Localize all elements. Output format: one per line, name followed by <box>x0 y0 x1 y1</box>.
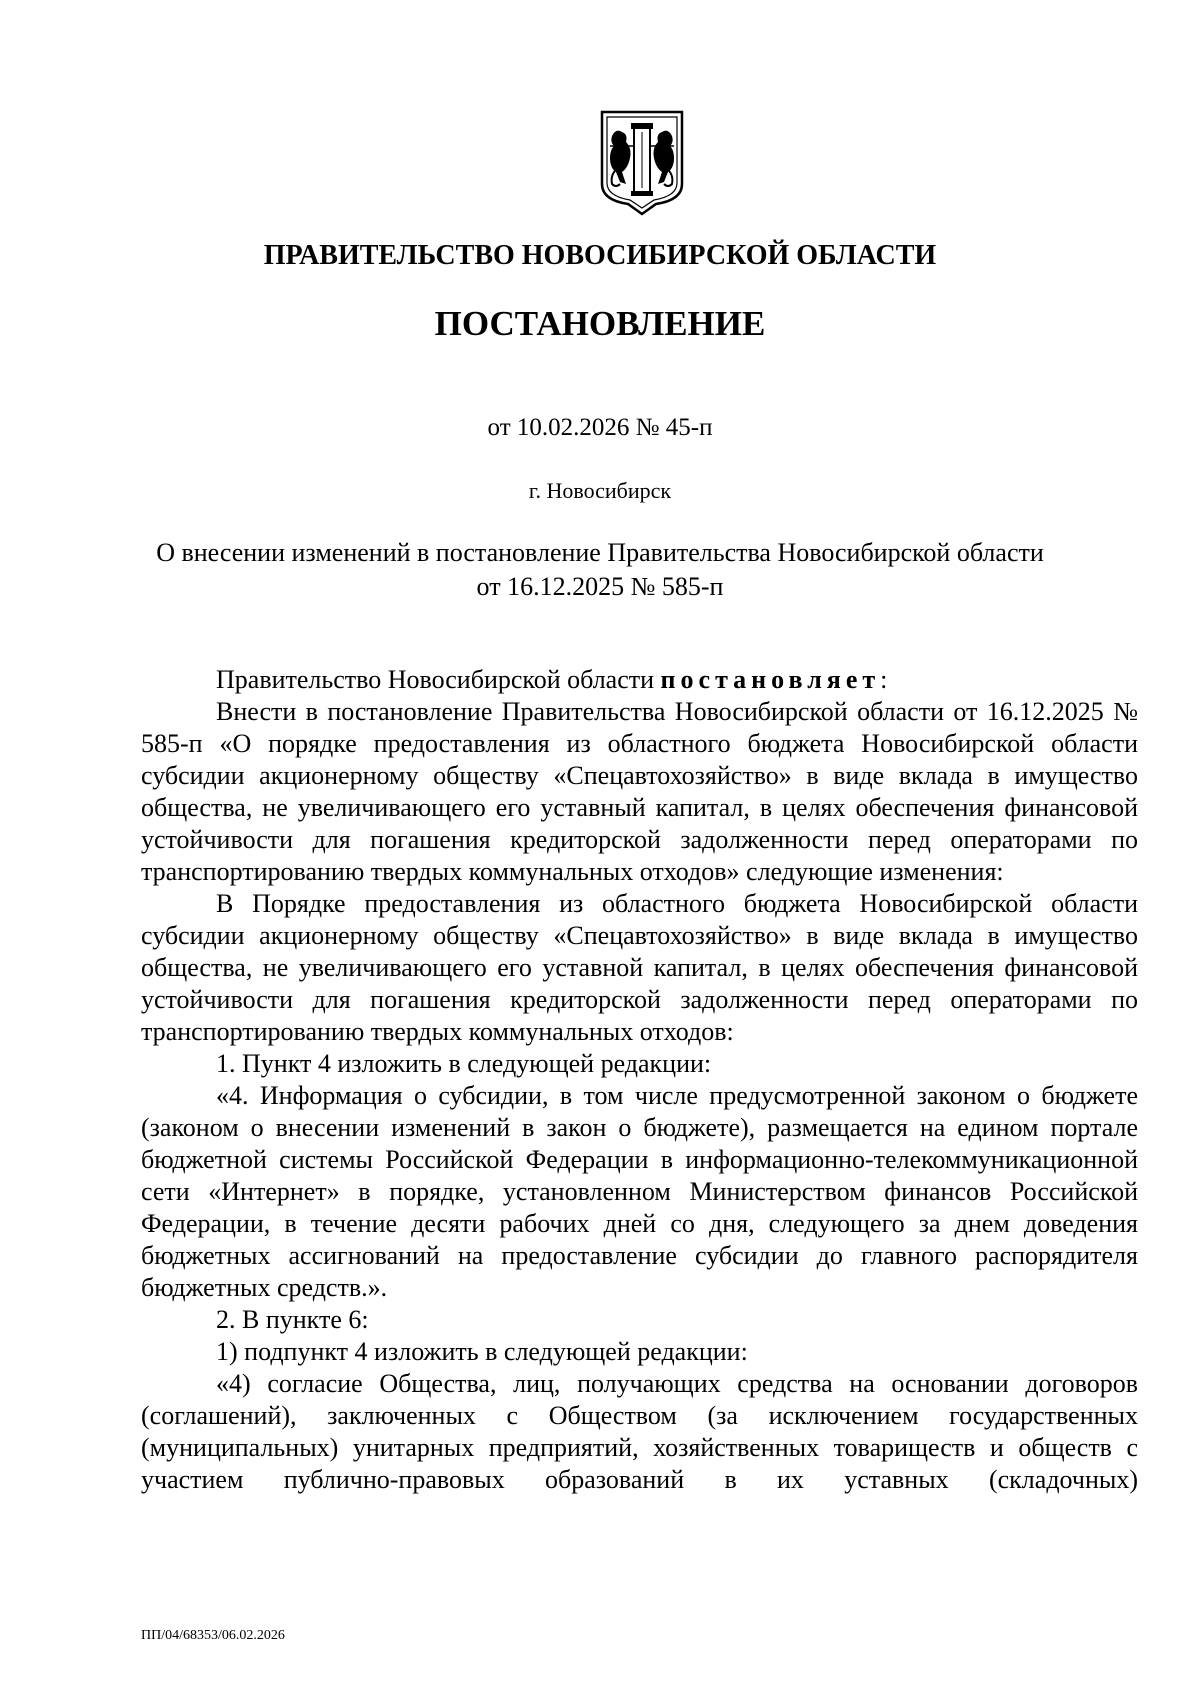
coat-of-arms-icon <box>598 108 686 216</box>
body-paragraph: «4) согласие Общества, лиц, получающих средства на основании договоров (соглашений), заключенных с Обществом (за исключением государственных (муниципальных) унитарных предприятий, хозяйственных товариществ и обществ с участием публично-правовых образований в их уставных (складочных) <box>141 1369 1138 1494</box>
body-paragraph: В Порядке предоставления из областного бюджета Новосибирской области субсидии акционерному обществу «Спецавтохозяйство» в виде вклада в имущество общества, не увеличивающего его уставной капитал, в целях обеспечения финансовой устойчивости для погашения кредиторской задолженности перед операторами по транспортированию твердых коммунальных отходов: <box>141 889 1138 1046</box>
body-paragraph: Внести в постановление Правительства Новосибирской области от 16.12.2025 № 585-п «О порядке предоставления из областного бюджета Новосибирской области субсидии акционерному обществу «Спецавтохозяйство» в виде вклада в имущество общества, не увеличивающего его уставный капитал, в целях обеспечения финансовой устойчивости для погашения кредиторской задолженности перед операторами по транспортированию твердых коммунальных отходов» следующие изменения: <box>141 697 1138 886</box>
subject-line-1: О внесении изменений в постановление Правительства Новосибирской области <box>156 538 1044 567</box>
government-name: ПРАВИТЕЛЬСТВО НОВОСИБИРСКОЙ ОБЛАСТИ <box>263 240 937 271</box>
intro-verb: постановляет <box>660 665 881 694</box>
document-type-title: ПОСТАНОВЛЕНИЕ <box>434 304 766 343</box>
intro-prefix: Правительство Новосибирской области <box>216 665 661 694</box>
footer-document-code: ПП/04/68353/06.02.2026 <box>141 1628 285 1643</box>
document-date-number: от 10.02.2026 № 45-п <box>487 414 713 441</box>
resolution-intro <box>141 664 1138 696</box>
body-paragraph: 1) подпункт 4 изложить в следующей редакции: <box>216 1337 748 1366</box>
subject-line-2: от 16.12.2025 № 585-п <box>476 572 724 601</box>
body-paragraph: 1. Пункт 4 изложить в следующей редакции: <box>216 1049 712 1078</box>
document-body <box>141 664 1138 1496</box>
document-city: г. Новосибирск <box>528 478 672 503</box>
document-subject <box>0 536 1200 604</box>
body-paragraph: «4. Информация о субсидии, в том числе предусмотренной законом о бюджете (законом о внесении изменений в закон о бюджете), размещается на едином портале бюджетной системы Российской Федерации в информационно-телекоммуникационной сети «Интернет» в порядке, установленном Министерством финансов Российской Федерации, в течение десяти рабочих дней со дня, следующего за днем доведения бюджетных ассигнований на предоставление субсидии до главного распорядителя бюджетных средств.». <box>141 1081 1138 1302</box>
body-paragraph: 2. В пункте 6: <box>216 1305 369 1334</box>
intro-suffix: : <box>880 665 888 694</box>
